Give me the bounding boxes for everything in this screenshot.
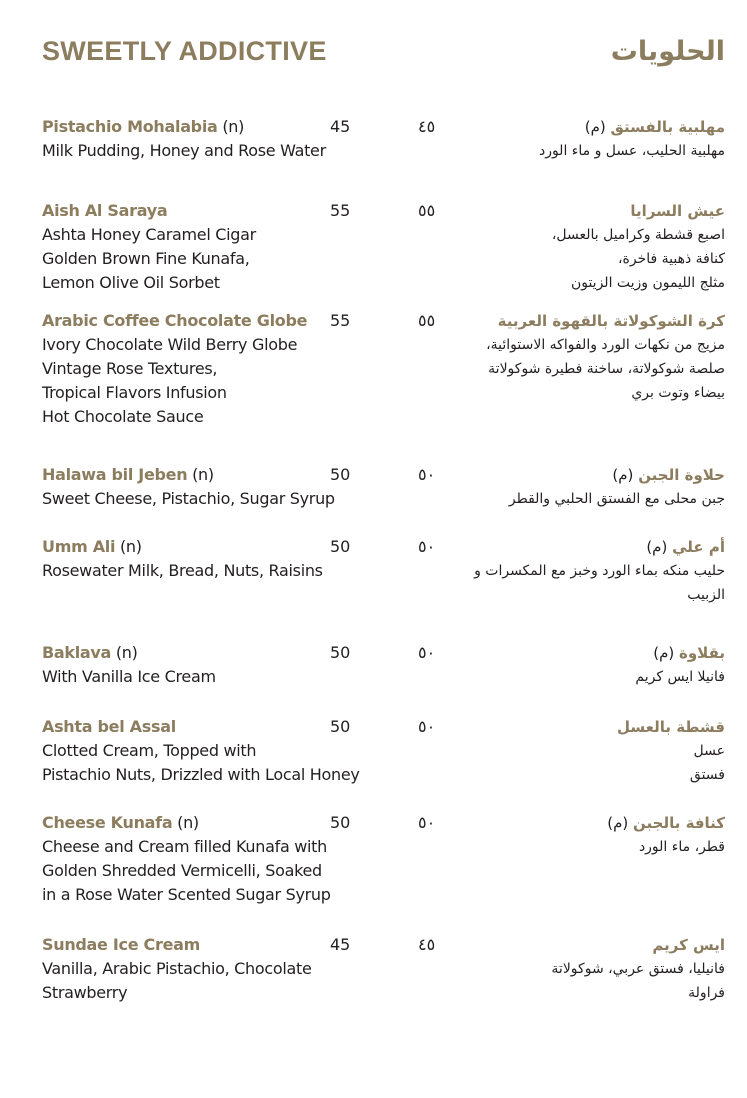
item-name-arabic-line bbox=[410, 309, 725, 333]
item-name-arabic: عيش السرايا bbox=[630, 202, 725, 220]
nut-tag-arabic: (م) bbox=[653, 644, 679, 662]
item-description-line: in a Rose Water Scented Sugar Syrup bbox=[42, 885, 331, 904]
item-price-arabic: ٤٥ bbox=[418, 935, 436, 954]
item-description-arabic-line: كنافة ذهبية فاخرة، bbox=[617, 251, 725, 267]
item-description-arabic-line: بيضاء وتوت بري bbox=[631, 385, 725, 401]
item-arabic bbox=[410, 309, 725, 405]
item-price-arabic: ٥٠ bbox=[418, 643, 436, 662]
item-price-arabic: ٥٠ bbox=[418, 813, 436, 832]
item-name-line bbox=[42, 309, 372, 333]
item-arabic bbox=[410, 463, 725, 511]
page-title-arabic: الحلويات bbox=[610, 36, 725, 67]
item-name-line bbox=[42, 115, 372, 139]
item-english bbox=[42, 535, 372, 583]
nut-tag-arabic: (م) bbox=[646, 538, 673, 556]
item-description-line: Pistachio Nuts, Drizzled with Local Honey bbox=[42, 765, 360, 784]
item-description-line: With Vanilla Ice Cream bbox=[42, 667, 216, 686]
item-english bbox=[42, 641, 372, 689]
nut-tag: (n) bbox=[187, 465, 214, 484]
item-price: 50 bbox=[330, 643, 351, 662]
item-name-line bbox=[42, 811, 372, 835]
item-name-arabic: بقلاوة bbox=[679, 644, 725, 662]
item-description-line: Strawberry bbox=[42, 983, 128, 1002]
item-name: Sundae Ice Cream bbox=[42, 935, 200, 954]
item-arabic bbox=[410, 199, 725, 295]
nut-tag-arabic: (م) bbox=[607, 814, 634, 832]
item-description-line: Vintage Rose Textures, bbox=[42, 359, 218, 378]
item-name-arabic: ايس كريم bbox=[652, 936, 725, 954]
item-description-line: Vanilla, Arabic Pistachio, Chocolate bbox=[42, 959, 312, 978]
item-name-arabic: أم علي bbox=[672, 538, 725, 556]
item-price: 55 bbox=[330, 201, 351, 220]
item-name: Umm Ali bbox=[42, 537, 116, 556]
item-name: Ashta bel Assal bbox=[42, 717, 176, 736]
item-name-arabic: مهلبية بالفستق bbox=[610, 118, 725, 136]
item-description-arabic-line: قطر، ماء الورد bbox=[638, 839, 725, 855]
item-price: 50 bbox=[330, 465, 351, 484]
item-name-line bbox=[42, 199, 372, 223]
nut-tag: (n) bbox=[111, 643, 138, 662]
item-english bbox=[42, 811, 372, 907]
item-name-line bbox=[42, 463, 372, 487]
item-description-arabic-line: عسل bbox=[693, 743, 725, 759]
item-arabic bbox=[410, 715, 725, 787]
item-english bbox=[42, 309, 372, 429]
item-name-arabic-line bbox=[410, 811, 725, 835]
item-english bbox=[42, 715, 372, 787]
item-description-arabic-line: فستق bbox=[689, 767, 725, 783]
item-description-line: Tropical Flavors Infusion bbox=[42, 383, 227, 402]
item-price: 45 bbox=[330, 117, 351, 136]
item-description-arabic-line: مزيج من نكهات الورد والفواكه الاستوائية، bbox=[486, 337, 725, 353]
item-description-line: Rosewater Milk, Bread, Nuts, Raisins bbox=[42, 561, 323, 580]
item-arabic bbox=[410, 933, 725, 1005]
item-name: Aish Al Saraya bbox=[42, 201, 168, 220]
item-description-line: Milk Pudding, Honey and Rose Water bbox=[42, 141, 326, 160]
item-name-arabic: كرة الشوكولاتة بالقهوة العربية bbox=[497, 312, 725, 330]
item-arabic bbox=[410, 641, 725, 689]
item-arabic bbox=[410, 811, 725, 859]
item-arabic bbox=[410, 115, 725, 163]
item-description-arabic-line: فانيلا ايس كريم bbox=[635, 669, 725, 685]
item-description-line: Ashta Honey Caramel Cigar bbox=[42, 225, 256, 244]
item-price-arabic: ٥٥ bbox=[418, 201, 436, 220]
item-price-arabic: ٤٥ bbox=[418, 117, 436, 136]
item-price-arabic: ٥٠ bbox=[418, 717, 436, 736]
item-name-arabic-line bbox=[410, 115, 725, 139]
item-name-arabic-line bbox=[410, 535, 725, 559]
item-description-arabic-line: مثلج الليمون وزيت الزيتون bbox=[570, 275, 725, 291]
item-description-line: Cheese and Cream filled Kunafa with bbox=[42, 837, 327, 856]
item-price: 55 bbox=[330, 311, 351, 330]
item-description-line: Ivory Chocolate Wild Berry Globe bbox=[42, 335, 298, 354]
item-description-line: Clotted Cream, Topped with bbox=[42, 741, 257, 760]
item-description-arabic-line: مهلبية الحليب، عسل و ماء الورد bbox=[538, 143, 725, 159]
item-english bbox=[42, 463, 372, 511]
nut-tag-arabic: (م) bbox=[612, 466, 639, 484]
item-name: Halawa bil Jeben bbox=[42, 465, 188, 484]
item-name-arabic-line bbox=[410, 463, 725, 487]
item-price: 45 bbox=[330, 935, 351, 954]
item-name-line bbox=[42, 715, 372, 739]
item-description-arabic-line: فانيليا، فستق عربي، شوكولاتة bbox=[551, 961, 725, 977]
nut-tag: (n) bbox=[172, 813, 199, 832]
item-english bbox=[42, 115, 372, 163]
item-description-arabic-line: فراولة bbox=[688, 985, 725, 1001]
nut-tag: (n) bbox=[115, 537, 142, 556]
item-description-line: Hot Chocolate Sauce bbox=[42, 407, 204, 426]
item-arabic bbox=[410, 535, 725, 607]
item-description-arabic-line: جبن محلى مع الفستق الحلبي والقطر bbox=[508, 491, 725, 507]
item-price-arabic: ٥٥ bbox=[418, 311, 436, 330]
item-name-arabic-line bbox=[410, 199, 725, 223]
item-description-line: Lemon Olive Oil Sorbet bbox=[42, 273, 220, 292]
item-description-arabic-line: اصبع قشطة وكراميل بالعسل، bbox=[551, 227, 725, 243]
item-price-arabic: ٥٠ bbox=[418, 465, 436, 484]
item-name-line bbox=[42, 641, 372, 665]
item-description-line: Golden Brown Fine Kunafa, bbox=[42, 249, 250, 268]
item-price: 50 bbox=[330, 537, 351, 556]
item-price-arabic: ٥٠ bbox=[418, 537, 436, 556]
item-description-arabic-line: الزبيب bbox=[687, 587, 725, 603]
item-name: Cheese Kunafa bbox=[42, 813, 173, 832]
nut-tag: (n) bbox=[217, 117, 245, 136]
item-description-arabic-line: حليب منكه بماء الورد وخبز مع المكسرات و bbox=[474, 563, 725, 579]
item-name-arabic: كنافة بالجبن bbox=[633, 814, 725, 832]
item-description-line: Sweet Cheese, Pistachio, Sugar Syrup bbox=[42, 489, 335, 508]
item-description-arabic-line: صلصة شوكولاتة، ساخنة فطيرة شوكولاتة bbox=[488, 361, 725, 377]
item-english bbox=[42, 199, 372, 295]
item-english bbox=[42, 933, 372, 1005]
item-name: Baklava bbox=[42, 643, 112, 662]
page-title: SWEETLY ADDICTIVE bbox=[42, 36, 327, 66]
nut-tag-arabic: (م) bbox=[584, 118, 611, 136]
item-name-line bbox=[42, 933, 372, 957]
item-description-line: Golden Shredded Vermicelli, Soaked bbox=[42, 861, 322, 880]
item-name: Arabic Coffee Chocolate Globe bbox=[42, 311, 308, 330]
item-price: 50 bbox=[330, 717, 351, 736]
item-name-arabic: قشطة بالعسل bbox=[616, 718, 725, 736]
item-name: Pistachio Mohalabia bbox=[42, 117, 218, 136]
item-name-arabic-line bbox=[410, 715, 725, 739]
item-name-arabic: حلاوة الجبن bbox=[638, 466, 725, 484]
item-price: 50 bbox=[330, 813, 351, 832]
item-name-line bbox=[42, 535, 372, 559]
item-name-arabic-line bbox=[410, 641, 725, 665]
item-name-arabic-line bbox=[410, 933, 725, 957]
